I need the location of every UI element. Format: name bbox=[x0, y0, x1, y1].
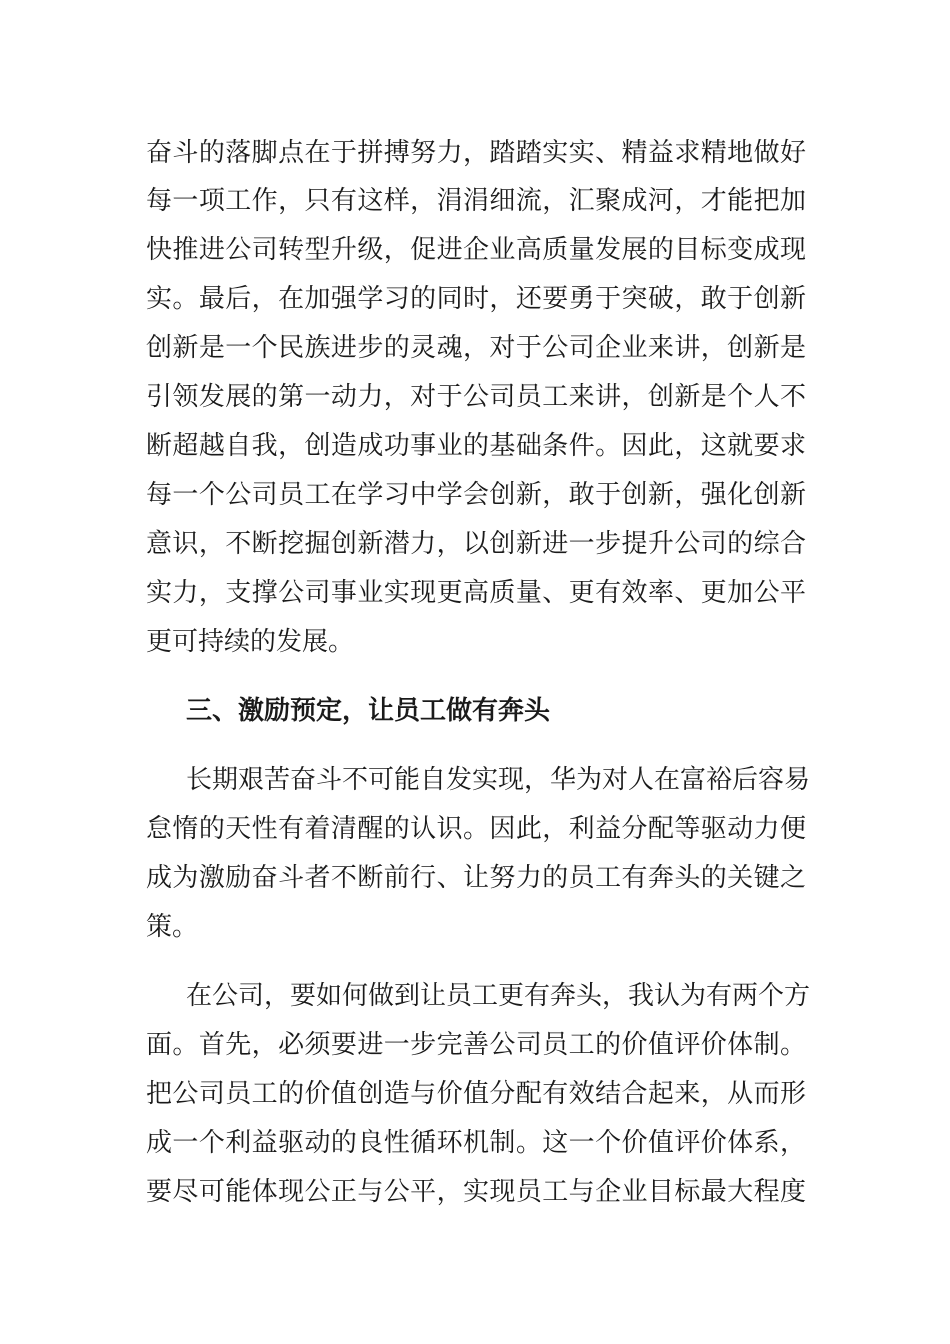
paragraph-1-line-6: 引领发展的第一动力，对于公司员工来讲，创新是个人不 bbox=[146, 382, 806, 412]
paragraph-3-line-1: 在公司，要如何做到让员工更有奔头，我认为有两个方 bbox=[186, 981, 811, 1011]
paragraph-1-line-1: 奋斗的落脚点在于拼搏努力，踏踏实实、精益求精地做好 bbox=[146, 138, 806, 168]
section-heading: 三、激励预定，让员工做有奔头 bbox=[186, 696, 551, 726]
paragraph-1-line-4: 实。最后，在加强学习的同时，还要勇于突破，敢于创新 bbox=[146, 284, 806, 314]
paragraph-1-line-10: 实力，支撑公司事业实现更高质量、更有效率、更加公平 bbox=[146, 578, 806, 608]
paragraph-3-line-2: 面。首先，必须要进一步完善公司员工的价值评价体制。 bbox=[146, 1030, 806, 1060]
paragraph-1-line-11: 更可持续的发展。 bbox=[146, 627, 355, 657]
paragraph-3-line-3: 把公司员工的价值创造与价值分配有效结合起来，从而形 bbox=[146, 1079, 806, 1109]
paragraph-2-line-3: 成为激励奋斗者不断前行、让努力的员工有奔头的关键之 bbox=[146, 863, 806, 893]
paragraph-1-line-5: 创新是一个民族进步的灵魂，对于公司企业来讲，创新是 bbox=[146, 333, 806, 363]
paragraph-2-line-4: 策。 bbox=[146, 912, 199, 942]
paragraph-1-line-8: 每一个公司员工在学习中学会创新，敢于创新，强化创新 bbox=[146, 480, 806, 510]
paragraph-1-line-9: 意识，不断挖掘创新潜力，以创新进一步提升公司的综合 bbox=[146, 529, 806, 559]
paragraph-2-line-2: 怠惰的天性有着清醒的认识。因此，利益分配等驱动力便 bbox=[146, 814, 806, 844]
paragraph-1-line-7: 断超越自我，创造成功事业的基础条件。因此，这就要求 bbox=[146, 431, 806, 461]
paragraph-1-line-3: 快推进公司转型升级，促进企业高质量发展的目标变成现 bbox=[146, 235, 806, 265]
paragraph-3-line-4: 成一个利益驱动的良性循环机制。这一个价值评价体系， bbox=[146, 1128, 806, 1158]
paragraph-1-line-2: 每一项工作，只有这样，涓涓细流，汇聚成河，才能把加 bbox=[146, 186, 806, 216]
paragraph-2-line-1: 长期艰苦奋斗不可能自发实现，华为对人在富裕后容易 bbox=[186, 765, 811, 795]
paragraph-3-line-5: 要尽可能体现公正与公平，实现员工与企业目标最大程度 bbox=[146, 1177, 806, 1207]
